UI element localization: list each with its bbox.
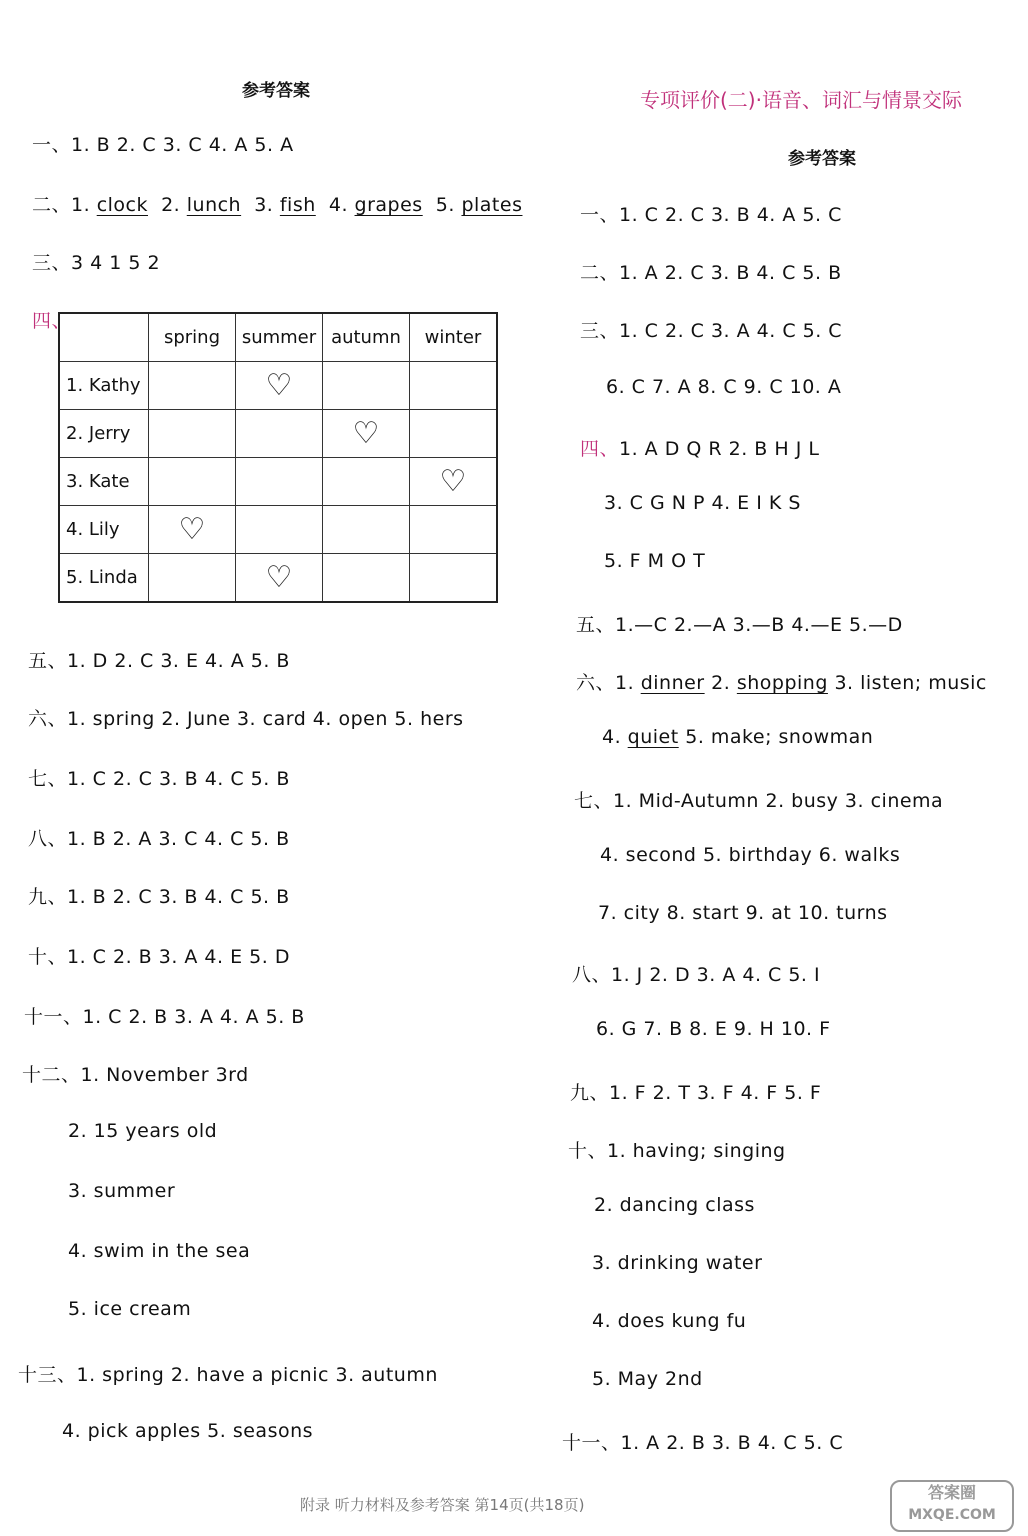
q-num: 二、	[580, 262, 620, 284]
row-name: 2. Jerry	[59, 410, 149, 458]
left-q1	[32, 130, 294, 157]
left-q11	[24, 1002, 305, 1029]
heart-icon: ♡	[178, 511, 206, 547]
left-q4-num: 四、	[32, 310, 72, 332]
answer-text: 1. C 2. B 3. A 4. E 5. D	[67, 946, 290, 968]
answer-line: 3. summer	[68, 1180, 176, 1202]
answer-word: plates	[461, 194, 523, 216]
answer-text: 1. C 2. C 3. B 4. C 5. B	[67, 768, 290, 790]
answer-text: 1. C 2. B 3. A 4. A 5. B	[82, 1006, 305, 1028]
table-cell	[410, 458, 498, 506]
answer-text: 3 4 1 5 2	[71, 252, 161, 274]
answer-line: 4. pick apples 5. seasons	[62, 1420, 314, 1442]
table-cell	[323, 554, 410, 603]
answer-word: fish	[279, 194, 316, 216]
table-cell	[236, 410, 323, 458]
header-autumn: autumn	[323, 313, 410, 362]
answer-prefix: 4.	[602, 726, 628, 748]
answer-text: 1. Mid-Autumn 2. busy 3. cinema	[613, 790, 944, 812]
answer-text: 1. B 2. C 3. C 4. A 5. A	[71, 134, 294, 156]
row-name: 1. Kathy	[59, 362, 149, 410]
answer-line: 6. G 7. B 8. E 9. H 10. F	[596, 1018, 831, 1040]
heart-icon: ♡	[265, 559, 293, 595]
q-num: 七、	[28, 768, 68, 790]
table-cell	[323, 458, 410, 506]
table-corner	[59, 313, 149, 362]
right-q3	[580, 316, 842, 343]
left-q10	[28, 942, 290, 969]
q-num: 一、	[580, 204, 620, 226]
table-cell	[410, 362, 498, 410]
answer-word: clock	[96, 194, 148, 216]
answer-line: 4. does kung fu	[592, 1310, 747, 1332]
q-num: 十一、	[24, 1006, 83, 1028]
q-num: 十一、	[562, 1432, 621, 1454]
answer-line: 3. drinking water	[592, 1252, 763, 1274]
left-q6	[28, 704, 464, 731]
right-q11	[562, 1428, 843, 1455]
answer-text: 5. make; snowman	[678, 726, 874, 748]
answer-text: 1. B 2. C 3. B 4. C 5. B	[67, 886, 290, 908]
table-cell	[410, 410, 498, 458]
watermark-bottom: MXQE.COM	[908, 1507, 996, 1523]
answer-line: 5. ice cream	[68, 1298, 192, 1320]
answer-text: 3. listen; music	[827, 672, 987, 694]
q-num: 三、	[580, 320, 620, 342]
q-num: 六、	[576, 672, 616, 694]
q-num: 八、	[28, 828, 68, 850]
table-cell	[323, 410, 410, 458]
q-num: 四、	[580, 438, 620, 460]
answer-line: 4. swim in the sea	[68, 1240, 251, 1262]
answer-text: 1. A D Q R 2. B H J L	[619, 438, 820, 460]
answer-text: 1. A 2. B 3. B 4. C 5. C	[620, 1432, 844, 1454]
q-num: 十三、	[18, 1364, 77, 1386]
heart-icon: ♡	[265, 367, 293, 403]
answer-text: 1. D 2. C 3. E 4. A 5. B	[67, 650, 290, 672]
heart-icon: ♡	[352, 415, 380, 451]
left-q3	[32, 248, 160, 275]
q-num: 六、	[28, 708, 68, 730]
answer-word: lunch	[186, 194, 242, 216]
left-q8	[28, 824, 290, 851]
answer-prefix: 2.	[704, 672, 737, 694]
header-winter: winter	[410, 313, 498, 362]
answer-line: 4. second 5. birthday 6. walks	[600, 844, 901, 866]
answer-prefix: 1.	[615, 672, 641, 694]
table-cell	[149, 458, 236, 506]
answer-line: 2. dancing class	[594, 1194, 755, 1216]
q-num: 七、	[574, 790, 614, 812]
row-name: 5. Linda	[59, 554, 149, 603]
table-cell	[236, 458, 323, 506]
table-cell	[236, 506, 323, 554]
table-row	[59, 506, 497, 554]
answer-text: 1. J 2. D 3. A 4. C 5. I	[611, 964, 821, 986]
table-cell	[149, 362, 236, 410]
left-title: 参考答案	[242, 81, 310, 101]
q-num: 十二、	[22, 1064, 81, 1086]
table-row	[59, 410, 497, 458]
right-q7	[574, 786, 943, 813]
left-q5	[28, 646, 290, 673]
q-num: 十、	[568, 1140, 608, 1162]
answer-line: 6. C 7. A 8. C 9. C 10. A	[606, 376, 842, 398]
right-q4	[580, 434, 819, 461]
table-cell	[323, 506, 410, 554]
q-num: 九、	[28, 886, 68, 908]
q-num: 十、	[28, 946, 68, 968]
q-num: 五、	[576, 614, 616, 636]
answer-text: 1. B 2. A 3. C 4. C 5. B	[67, 828, 290, 850]
q-num: 九、	[570, 1082, 610, 1104]
right-q8	[572, 960, 820, 987]
table-cell	[410, 506, 498, 554]
table-cell	[236, 362, 323, 410]
left-q2: 二、1. clock 2. lunch 3. fish 4. grapes 5. plates	[32, 194, 523, 216]
answer-word: quiet	[627, 726, 679, 748]
answer-line: 1. November 3rd	[80, 1064, 249, 1086]
watermark-logo	[890, 1480, 1014, 1532]
answer-text: 1. C 2. C 3. A 4. C 5. C	[619, 320, 843, 342]
table-row	[59, 554, 497, 603]
answer-text: 1. spring 2. June 3. card 4. open 5. hers	[67, 708, 464, 730]
table-cell	[323, 362, 410, 410]
section-banner: 专项评价(二)·语音、词汇与情景交际	[640, 88, 962, 112]
left-q13	[18, 1360, 438, 1387]
left-q12	[22, 1060, 249, 1087]
right-q1	[580, 200, 842, 227]
answer-line: 1. having; singing	[607, 1140, 786, 1162]
right-q6	[576, 668, 987, 695]
answer-line: 5. F M O T	[604, 550, 706, 572]
q-num: 二、	[32, 194, 72, 216]
watermark-top: 答案圈	[927, 1483, 976, 1502]
right-q10	[568, 1136, 786, 1163]
page-footer: 附录 听力材料及参考答案 第14页(共18页)	[300, 1496, 585, 1514]
table-cell	[236, 554, 323, 603]
right-q6-line2	[602, 726, 873, 748]
table-cell	[149, 506, 236, 554]
answer-word: grapes	[354, 194, 423, 216]
row-name: 3. Kate	[59, 458, 149, 506]
header-spring: spring	[149, 313, 236, 362]
header-summer: summer	[236, 313, 323, 362]
seasons-table	[58, 312, 498, 603]
left-q7	[28, 764, 290, 791]
answer-text: 1. A 2. C 3. B 4. C 5. B	[619, 262, 842, 284]
left-q9	[28, 882, 290, 909]
heart-icon: ♡	[439, 463, 467, 499]
table-cell	[410, 554, 498, 603]
q-num: 一、	[32, 134, 72, 156]
answer-line: 5. May 2nd	[592, 1368, 703, 1390]
answer-word: dinner	[640, 672, 705, 694]
table-header-row	[59, 313, 497, 362]
answer-text: 1. F 2. T 3. F 4. F 5. F	[609, 1082, 822, 1104]
right-q9	[570, 1078, 821, 1105]
answer-text: 1.—C 2.—A 3.—B 4.—E 5.—D	[615, 614, 903, 636]
table-cell	[149, 554, 236, 603]
table-row	[59, 362, 497, 410]
answer-line: 7. city 8. start 9. at 10. turns	[598, 902, 888, 924]
table-row	[59, 458, 497, 506]
right-q5	[576, 610, 903, 637]
answer-text: 1. C 2. C 3. B 4. A 5. C	[619, 204, 842, 226]
right-title: 参考答案	[788, 149, 856, 169]
q-num: 八、	[572, 964, 612, 986]
answer-line: 3. C G N P 4. E I K S	[604, 492, 801, 514]
q-num: 五、	[28, 650, 68, 672]
answer-text: 1. spring 2. have a picnic 3. autumn	[76, 1364, 438, 1386]
row-name: 4. Lily	[59, 506, 149, 554]
table-cell	[149, 410, 236, 458]
answer-prefix: 1.	[71, 194, 97, 216]
q-num: 三、	[32, 252, 72, 274]
answer-word: shopping	[736, 672, 828, 694]
answer-line: 2. 15 years old	[68, 1120, 218, 1142]
right-q2	[580, 258, 842, 285]
